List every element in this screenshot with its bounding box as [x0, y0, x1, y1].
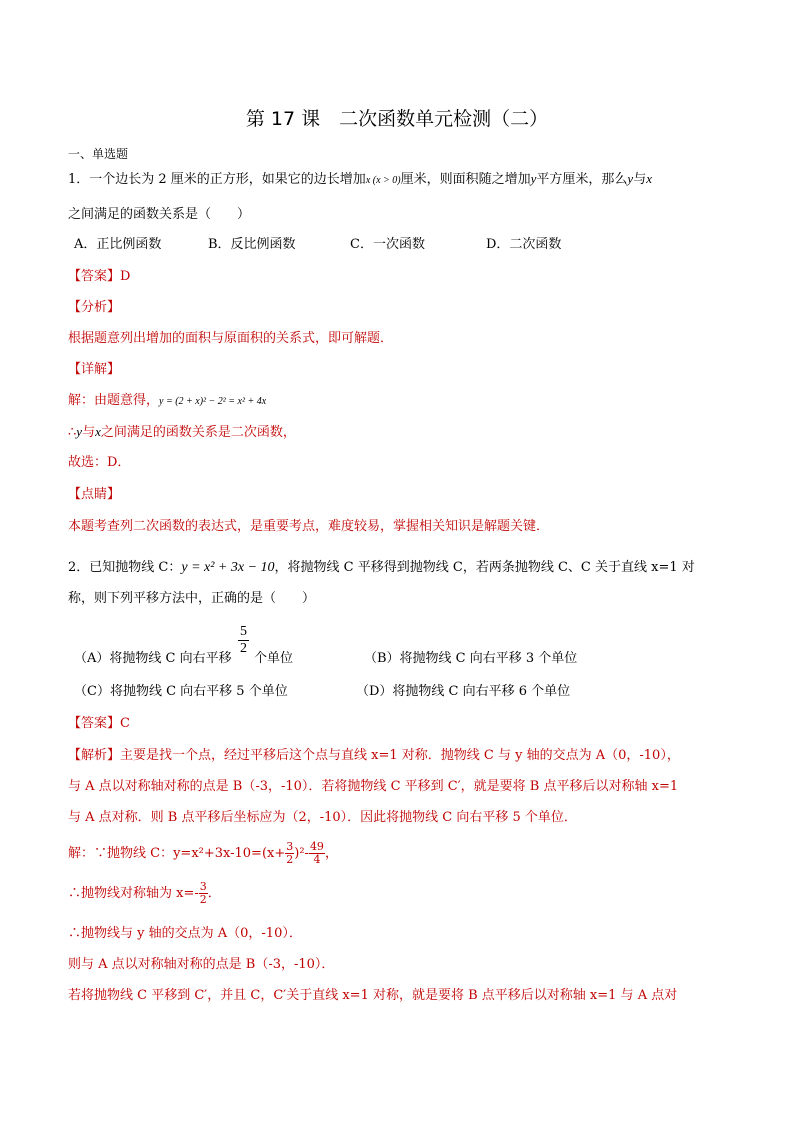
q2-stem-line2: 称，则下列平移方法中，正确的是（ ）: [68, 591, 316, 606]
q2-axis-line: [68, 880, 221, 908]
q2-intersect: ∴抛物线与 y 轴的交点为 A（0，-10）．: [68, 926, 302, 941]
q1-detail-label: 【详解】: [68, 362, 121, 377]
q1-mid1: 厘米，则面积随之增加: [400, 172, 531, 187]
q2-option-a-tail: 个单位: [254, 651, 294, 666]
q2-expl-label: 【解析】: [68, 748, 121, 763]
q1-comment: 本题考查列二次函数的表达式，是重要考点，难度较易，掌握相关知识是解题关键．: [68, 519, 550, 534]
q1-detail: [68, 392, 266, 411]
q1-stem-line2: 之间满足的函数关系是（ ）: [68, 207, 251, 222]
q1-answer-value: D: [120, 269, 131, 284]
q1-option-d: D．二次函数: [486, 237, 562, 252]
q2-expl1: 主要是找一个点，经过平移后这个点与直线 x=1 对称．抛物线 C 与 y 轴的交点为 A（0，-10），: [120, 748, 680, 763]
q2-solution-line: [68, 840, 338, 868]
q2-sol-f2-den: 4: [313, 853, 321, 866]
page-title: 第 17 课 二次函数单元检测（二）: [245, 108, 549, 130]
q2-sol-f1-num: 3: [286, 840, 294, 853]
q2-frac-den: 2: [240, 641, 247, 656]
q2-axis-fraction: [199, 881, 208, 906]
q2-formula: y = x² + 3x − 10: [181, 560, 275, 575]
q1-detail-formula: y = (2 + x)² − 2² = x² + 4x: [159, 396, 267, 407]
q2-option-b: （B）将抛物线 C 向右平移 3 个单位: [364, 651, 578, 666]
q1-concl-prefix: ∴: [68, 425, 77, 440]
q1-var-y: y: [530, 171, 537, 186]
q2-sol-fraction1: [285, 841, 294, 866]
q1-answer: [68, 268, 130, 286]
q2-prefix: 2．已知抛物线 C：: [68, 560, 182, 575]
q2-answer-value: C: [120, 716, 130, 731]
q2-last-line: 若将抛物线 C 平移到 C′，并且 C，C′关于直线 x=1 对称，就是要将 B 点平移后以对称轴 x=1 与 A 点对: [68, 988, 678, 1003]
q2-sol-f2-num: 49: [309, 840, 324, 853]
q2-answer-label: 【答案】: [68, 716, 121, 731]
q1-analysis: 根据题意列出增加的面积与原面积的关系式，即可解题．: [68, 331, 394, 346]
q1-comment-label: 【点睛】: [68, 487, 121, 502]
q2-axis-den: 2: [199, 893, 207, 906]
q1-option-b: B．反比例函数: [208, 237, 296, 252]
q1-option-a: A．正比例函数: [74, 237, 162, 252]
q1-answer-label: 【答案】: [68, 269, 121, 284]
q1-concl-rest: 之间满足的函数关系是二次函数，: [100, 425, 296, 440]
q1-stem-line1: [68, 170, 652, 190]
q1-conclusion: [68, 423, 296, 442]
section-heading: 一、单选题: [68, 147, 129, 161]
q1-detail-prefix: 解：由题意得，: [68, 393, 160, 408]
q1-analysis-label: 【分析】: [68, 300, 121, 315]
q1-condition: x (x > 0): [365, 175, 401, 186]
q2-option-d: （D）将抛物线 C 向右平移 6 个单位: [356, 684, 571, 699]
q1-var-y2: y: [627, 171, 634, 186]
q2-option-a: [74, 650, 232, 668]
q1-concl-y: y: [76, 424, 83, 439]
q2-explanation-line2: 与 A 点以对称轴对称的点是 B（-3，-10）．若将抛物线 C 平移到 C′，就是要将 B 点平移后以对称轴 x=1: [68, 779, 679, 794]
q1-option-c: C．一次函数: [350, 237, 425, 252]
q2-axis-prefix: ∴抛物线对称轴为 x=-: [68, 886, 199, 901]
q2-sol-fraction2: [309, 841, 325, 866]
q2-explanation-line1: [68, 747, 680, 765]
q1-concl-x: x: [95, 424, 101, 439]
q2-answer: [68, 715, 130, 733]
q2-option-a-fraction: [238, 624, 249, 657]
q1-mid2: 平方厘米，那么: [536, 172, 628, 187]
q1-choose: 故选：D．: [68, 455, 131, 470]
q2-symmetric-point: 则与 A 点以对称轴对称的点是 B（-3，-10）．: [68, 957, 335, 972]
q2-axis-num: 3: [199, 880, 207, 893]
q2-explanation-line3: 与 A 点对称．则 B 点平移后坐标应为（2，-10）．因此将抛物线 C 向右平移 5 个单位．: [68, 810, 577, 825]
q2-sol-f1-den: 2: [286, 853, 294, 866]
q2-option-c: （C）将抛物线 C 向右平移 5 个单位: [74, 684, 288, 699]
q2-sol-end: ，: [324, 846, 338, 861]
q1-var-x: x: [646, 171, 652, 186]
q2-stem-line1: [68, 559, 695, 577]
q2-sol-mid: )²-: [294, 846, 309, 861]
q1-concl-mid: 与: [82, 425, 96, 440]
q2-axis-end: ．: [207, 886, 221, 901]
q1-prefix: 1．一个边长为 2 厘米的正方形，如果它的边长增加: [68, 172, 366, 187]
q2-frac-num: 5: [240, 624, 247, 639]
q2-sol-prefix: 解：∵抛物线 C：y=x²+3x-10=(x+: [68, 846, 286, 861]
q2-option-a-text: （A）将抛物线 C 向右平移: [74, 651, 232, 666]
q1-mid3: 与: [633, 172, 647, 187]
q2-rest: ，将抛物线 C 平移得到抛物线 C，若两条抛物线 C、C 关于直线 x=1 对: [274, 560, 695, 575]
